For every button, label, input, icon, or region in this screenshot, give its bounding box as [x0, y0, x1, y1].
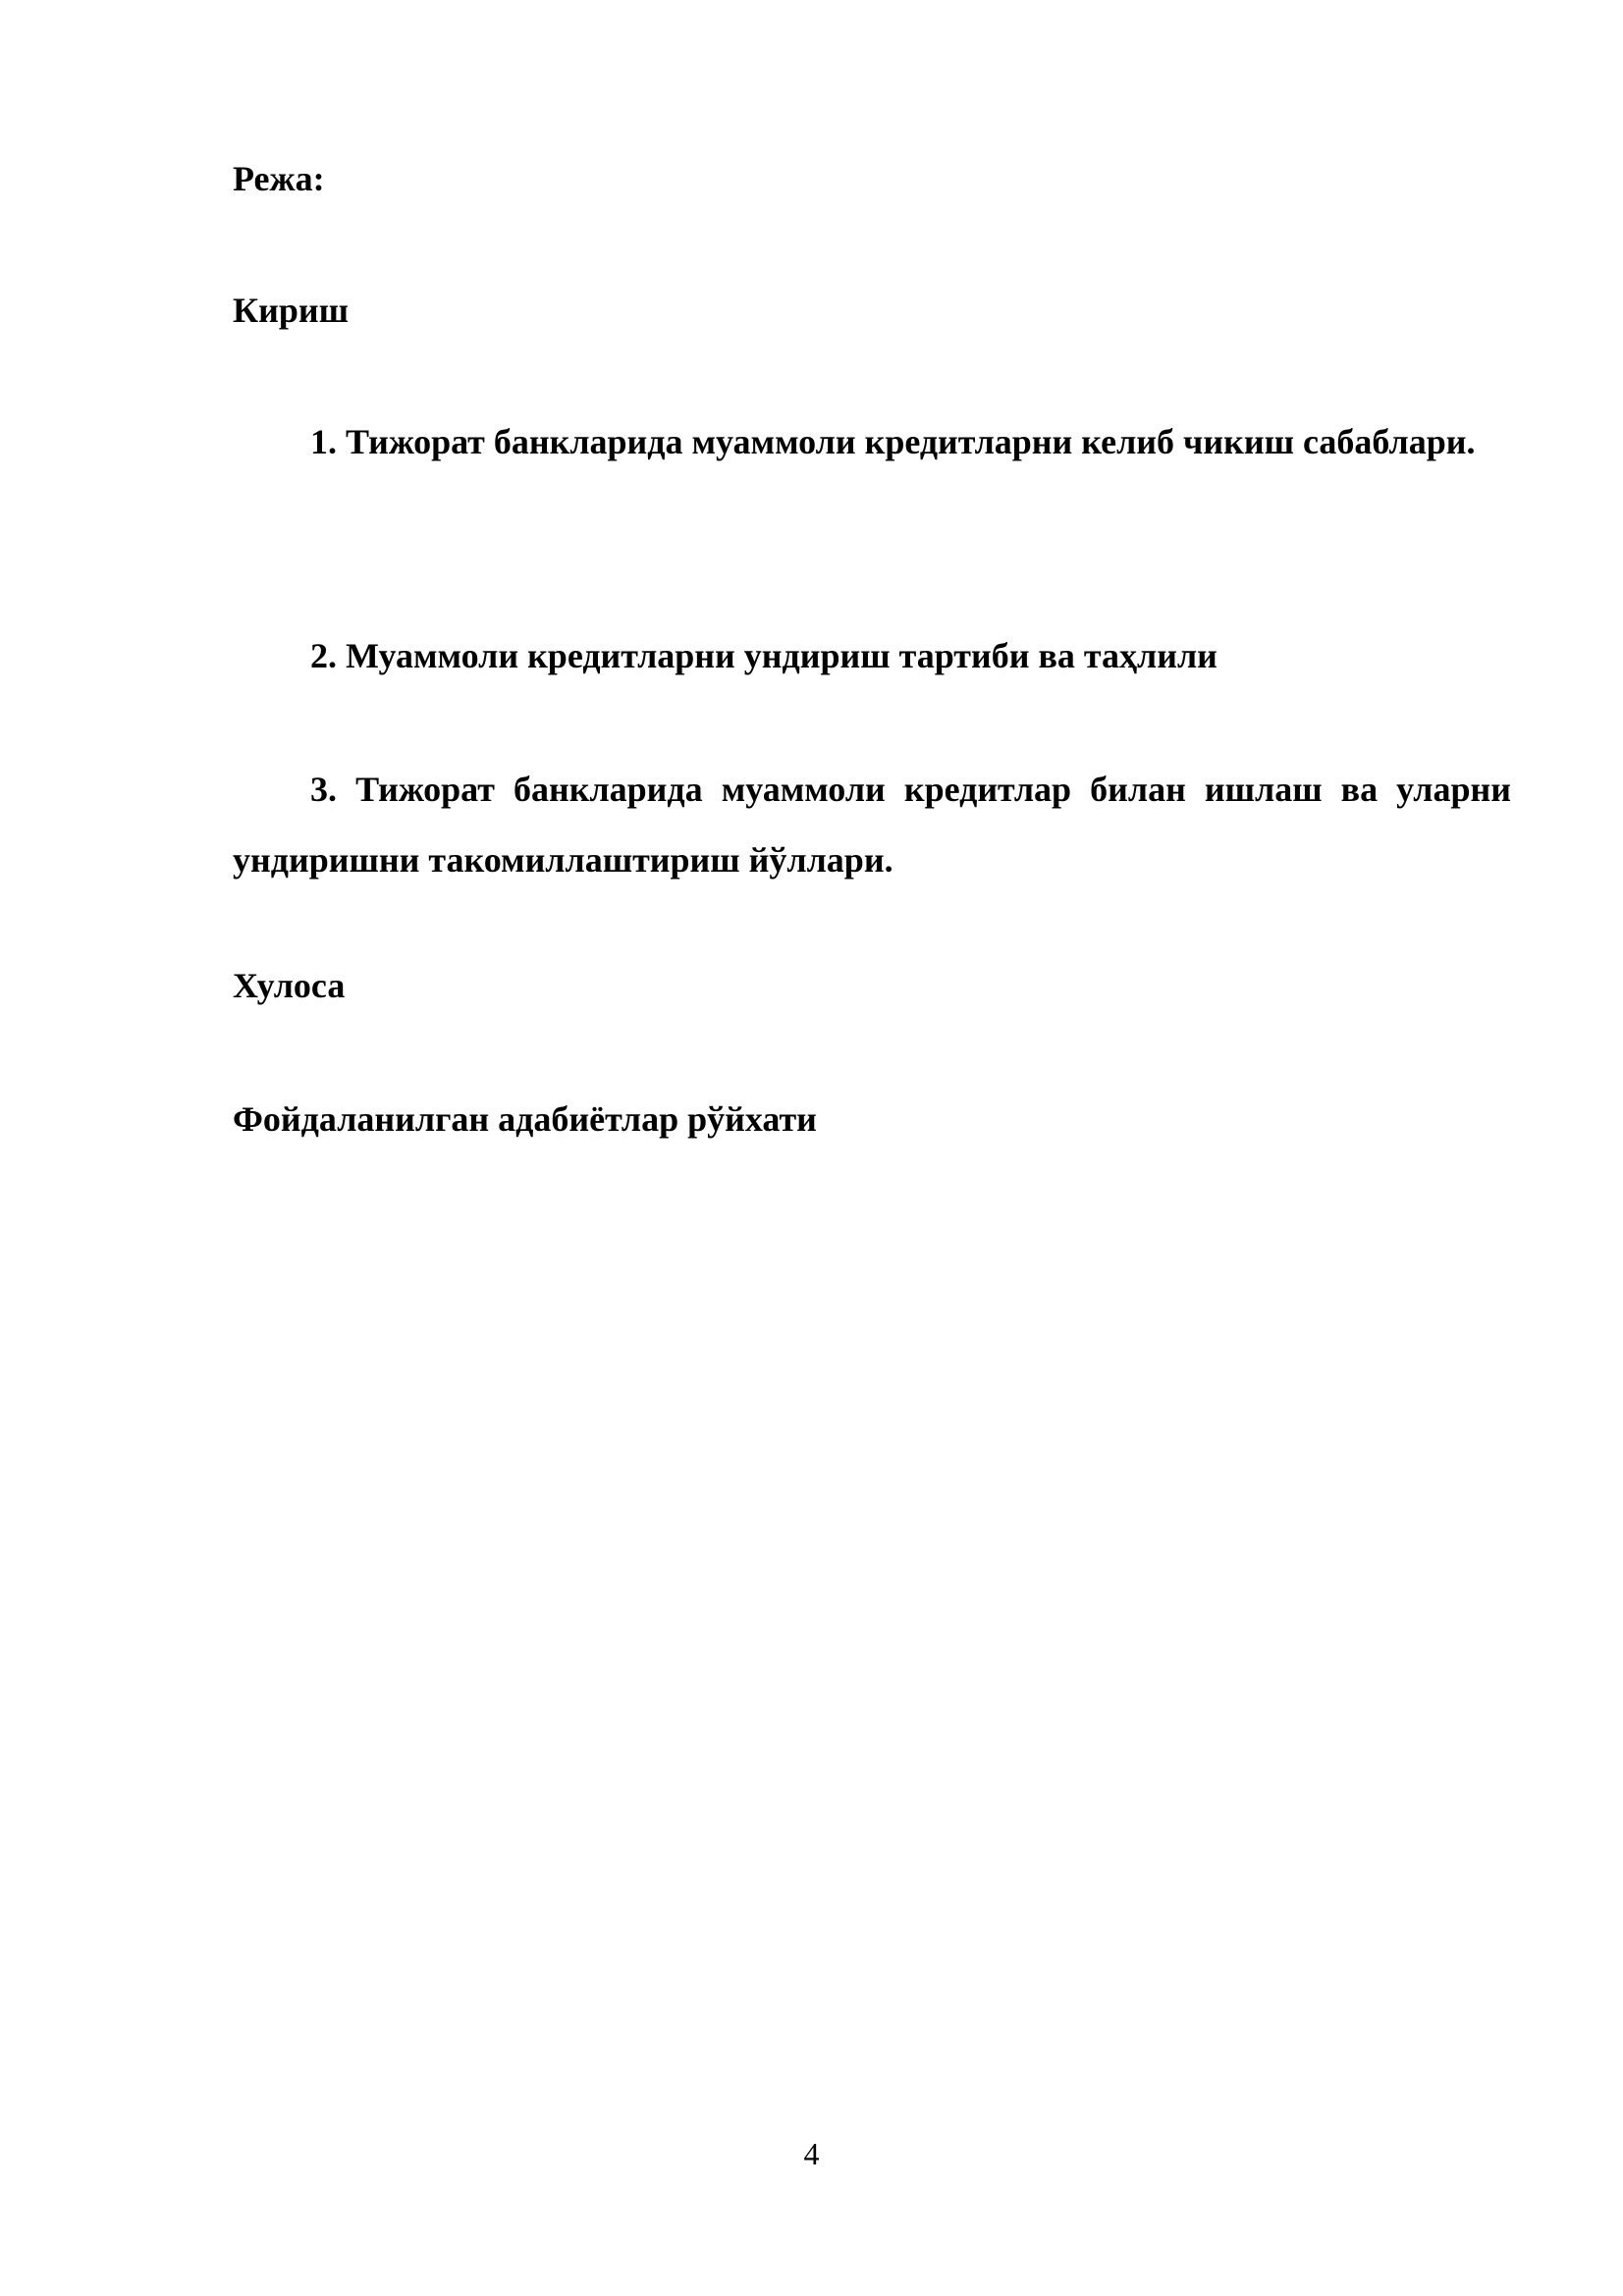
section-1: 1. Тижорат банкларида муаммоли кредитларни келиб чикиш сабаблари.: [310, 422, 1476, 461]
page-number: 4: [803, 2136, 820, 2171]
references-heading: Фойдаланилган адабиётлар рўйхати: [233, 1099, 817, 1139]
plan-heading: Режа:: [233, 159, 325, 198]
section-3: 3. Тижорат банкларида муаммоли кредитлар билан ишлаш ва уларни ундиришни такомиллаштириш йўллари.: [233, 770, 1511, 880]
intro-heading: Кириш: [233, 291, 350, 330]
section-2: 2. Муаммоли кредитларни ундириш тартиби ва таҳлили: [310, 636, 1217, 675]
conclusion-heading: Хулоса: [233, 966, 346, 1005]
